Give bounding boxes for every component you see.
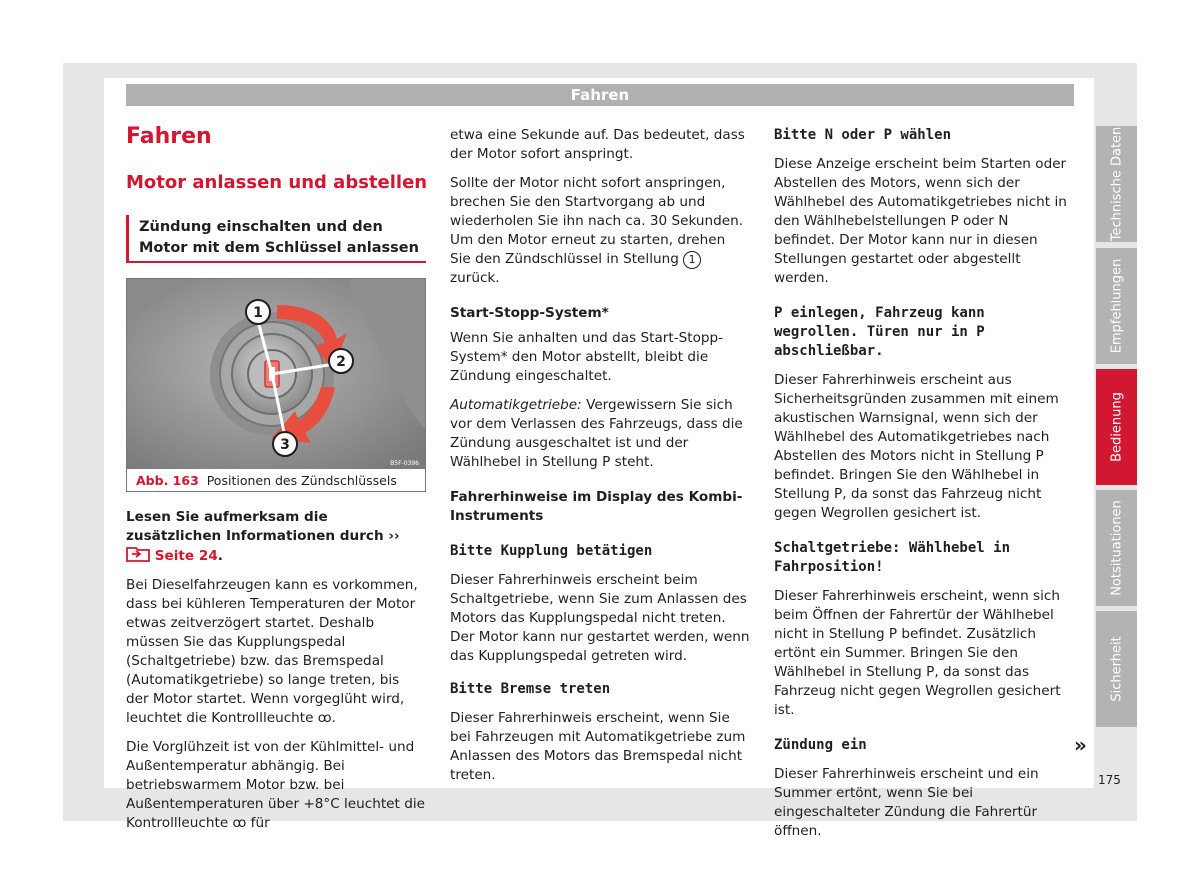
paragraph-automatik xyxy=(450,396,750,472)
chapter-title: Fahren xyxy=(126,124,212,149)
figure-label-2: 2 xyxy=(336,354,346,370)
paragraph-nicht-anspringen xyxy=(450,174,750,288)
read-note-text: Lesen Sie aufmerksam die zusätzlichen Informationen durch ›› xyxy=(126,509,400,544)
figure-code: B5F-0396 xyxy=(390,460,419,467)
side-tab-label: Empfehlungen xyxy=(1109,258,1124,354)
automatik-label: Automatikgetriebe: xyxy=(450,397,582,413)
side-tab-empfehlungen[interactable] xyxy=(1096,248,1137,364)
middle-column-text xyxy=(450,126,750,795)
paragraph-nicht-anspringen-end: zurück. xyxy=(450,270,500,286)
message-n-oder-p: Bitte N oder P wählen xyxy=(774,127,952,143)
heading-start-stopp: Start-Stopp-System* xyxy=(450,305,609,321)
message-schaltgetriebe: Schaltgetriebe: Wählhebel in Fahrposition! xyxy=(774,540,1011,575)
message-p-einlegen-text: Dieser Fahrerhinweis erscheint aus Sicherheitsgründen zusammen mit einem akustischen Warnsignal, wenn sich der Wählhebel des Automatikgetriebes nach Abstellen des Motors nicht in Stellung P befindet. Bringen Sie den Wählhebel in Stellung P, da sonst das Fahrzeug nicht gegen Wegrollen gesichert ist. xyxy=(774,372,1059,521)
message-kupplung: Bitte Kupplung betätigen xyxy=(450,543,653,559)
figure-label-1: 1 xyxy=(253,305,263,321)
subsection-title: Zündung einschalten und den Motor mit dem Schlüssel anlassen xyxy=(126,215,426,263)
figure-number: Abb. 163 xyxy=(136,473,199,488)
side-tab-technische-daten[interactable] xyxy=(1096,126,1137,242)
figure-ignition xyxy=(126,278,426,492)
heading-fahrerhinweise: Fahrerhinweise im Display des Kombi-Instruments xyxy=(450,489,743,524)
side-tab-sicherheit[interactable] xyxy=(1096,611,1137,727)
message-p-einlegen: P einlegen, Fahrzeug kann wegrollen. Türen nur in P abschließbar. xyxy=(774,305,985,359)
side-tab-label: Bedienung xyxy=(1109,392,1124,462)
side-tab-notsituationen[interactable] xyxy=(1096,490,1137,606)
continue-marker: » xyxy=(1074,733,1087,757)
side-tab-label: Sicherheit xyxy=(1109,636,1124,702)
book-reference-icon xyxy=(126,546,150,562)
message-bremse: Bitte Bremse treten xyxy=(450,681,611,697)
ignition-lock-illustration xyxy=(127,279,425,469)
message-n-oder-p-text: Diese Anzeige erscheint beim Starten oder Abstellen des Motors, wenn sich der Wählhebel des Automatikgetriebes nicht in den Wählhebelstellungen P oder N befindet. Der Motor kann nur in diesen Stellungen gestartet oder abgestellt werden. xyxy=(774,156,1067,286)
message-zuendung-ein: Zündung ein xyxy=(774,737,867,753)
paragraph-nicht-anspringen-text: Sollte der Motor nicht sofort anspringen, brechen Sie den Startvorgang ab und wiederholen Sie ihn nach ca. 30 Sekunden. Um den Motor erneut zu starten, drehen Sie den Zündschlüssel in Stellung xyxy=(450,175,744,267)
message-zuendung-ein-text: Dieser Fahrerhinweis erscheint und ein Summer ertönt, wenn Sie bei eingeschalteter Zündung die Fahrertür öffnen. xyxy=(774,766,1039,839)
figure-caption-text: Positionen des Zündschlüssels xyxy=(206,473,397,488)
read-note: Lesen Sie aufmerksam die zusätzlichen Informationen durch ›› Seite 24. xyxy=(126,509,400,564)
message-bremse-text: Dieser Fahrerhinweis erscheint, wenn Sie bei Fahrzeugen mit Automatikgetriebe zum Anlassen des Motors das Bremspedal nicht treten. xyxy=(450,710,746,783)
left-column-text xyxy=(126,508,426,843)
side-tab-label: Notsituationen xyxy=(1109,500,1124,596)
section-title: Motor anlassen und abstellen xyxy=(126,172,428,193)
automatik-text: Vergewissern Sie sich vor dem Verlassen des Fahrzeugs, dass die Zündung ausgeschaltet ist und der Wählhebel in Stellung P steht. xyxy=(450,397,743,470)
paragraph-start-stopp: Wenn Sie anhalten und das Start-Stopp-System* den Motor abstellt, bleibt die Zündung eingeschaltet. xyxy=(450,330,724,384)
side-tab-bedienung[interactable] xyxy=(1096,369,1137,485)
page-number: 175 xyxy=(1098,773,1121,787)
message-schaltgetriebe-text: Dieser Fahrerhinweis erscheint, wenn sich beim Öffnen der Fahrertür der Wählhebel nicht in Stellung P befindet. Zusätzlich ertönt ein Summer. Bringen Sie den Wählhebel in Stellung P, da sonst das Fahrzeug nicht gegen Wegrollen gesichert ist. xyxy=(774,588,1061,718)
figure-label-3: 3 xyxy=(280,437,290,453)
message-kupplung-text: Dieser Fahrerhinweis erscheint beim Schaltgetriebe, wenn Sie zum Anlassen des Motors das Kupplungspedal nicht treten. Der Motor kann nur gestartet werden, wenn das Kupplungspedal getreten wird. xyxy=(450,572,750,664)
position-1-marker: 1 xyxy=(683,251,701,269)
paragraph-vorgluehzeit: Die Vorglühzeit ist von der Kühlmittel- und Außentemperatur abhängig. Bei betriebswarmem Motor bzw. bei Außentemperaturen über +8°C leuchtet die Kontrollleuchte ꝏ für xyxy=(126,739,425,831)
paragraph-diesel: Bei Dieselfahrzeugen kann es vorkommen, dass bei kühleren Temperaturen der Motor etwas zeitverzögert startet. Deshalb müssen Sie das Kupplungspedal (Schaltgetriebe) bzw. das Bremspedal (Automatikgetriebe) so lange treten, bis der Motor startet. Wenn vorgeglüht wird, leuchtet die Kontrollleuchte ꝏ. xyxy=(126,577,418,726)
figure-caption xyxy=(136,472,397,489)
page-reference-link[interactable]: Seite 24 xyxy=(154,548,218,564)
side-tab-label: Technische Daten xyxy=(1109,126,1124,242)
section-header: Fahren xyxy=(126,84,1074,106)
paragraph-sofort: etwa eine Sekunde auf. Das bedeutet, dass der Motor sofort anspringt. xyxy=(450,127,745,162)
right-column-text xyxy=(774,126,1070,851)
